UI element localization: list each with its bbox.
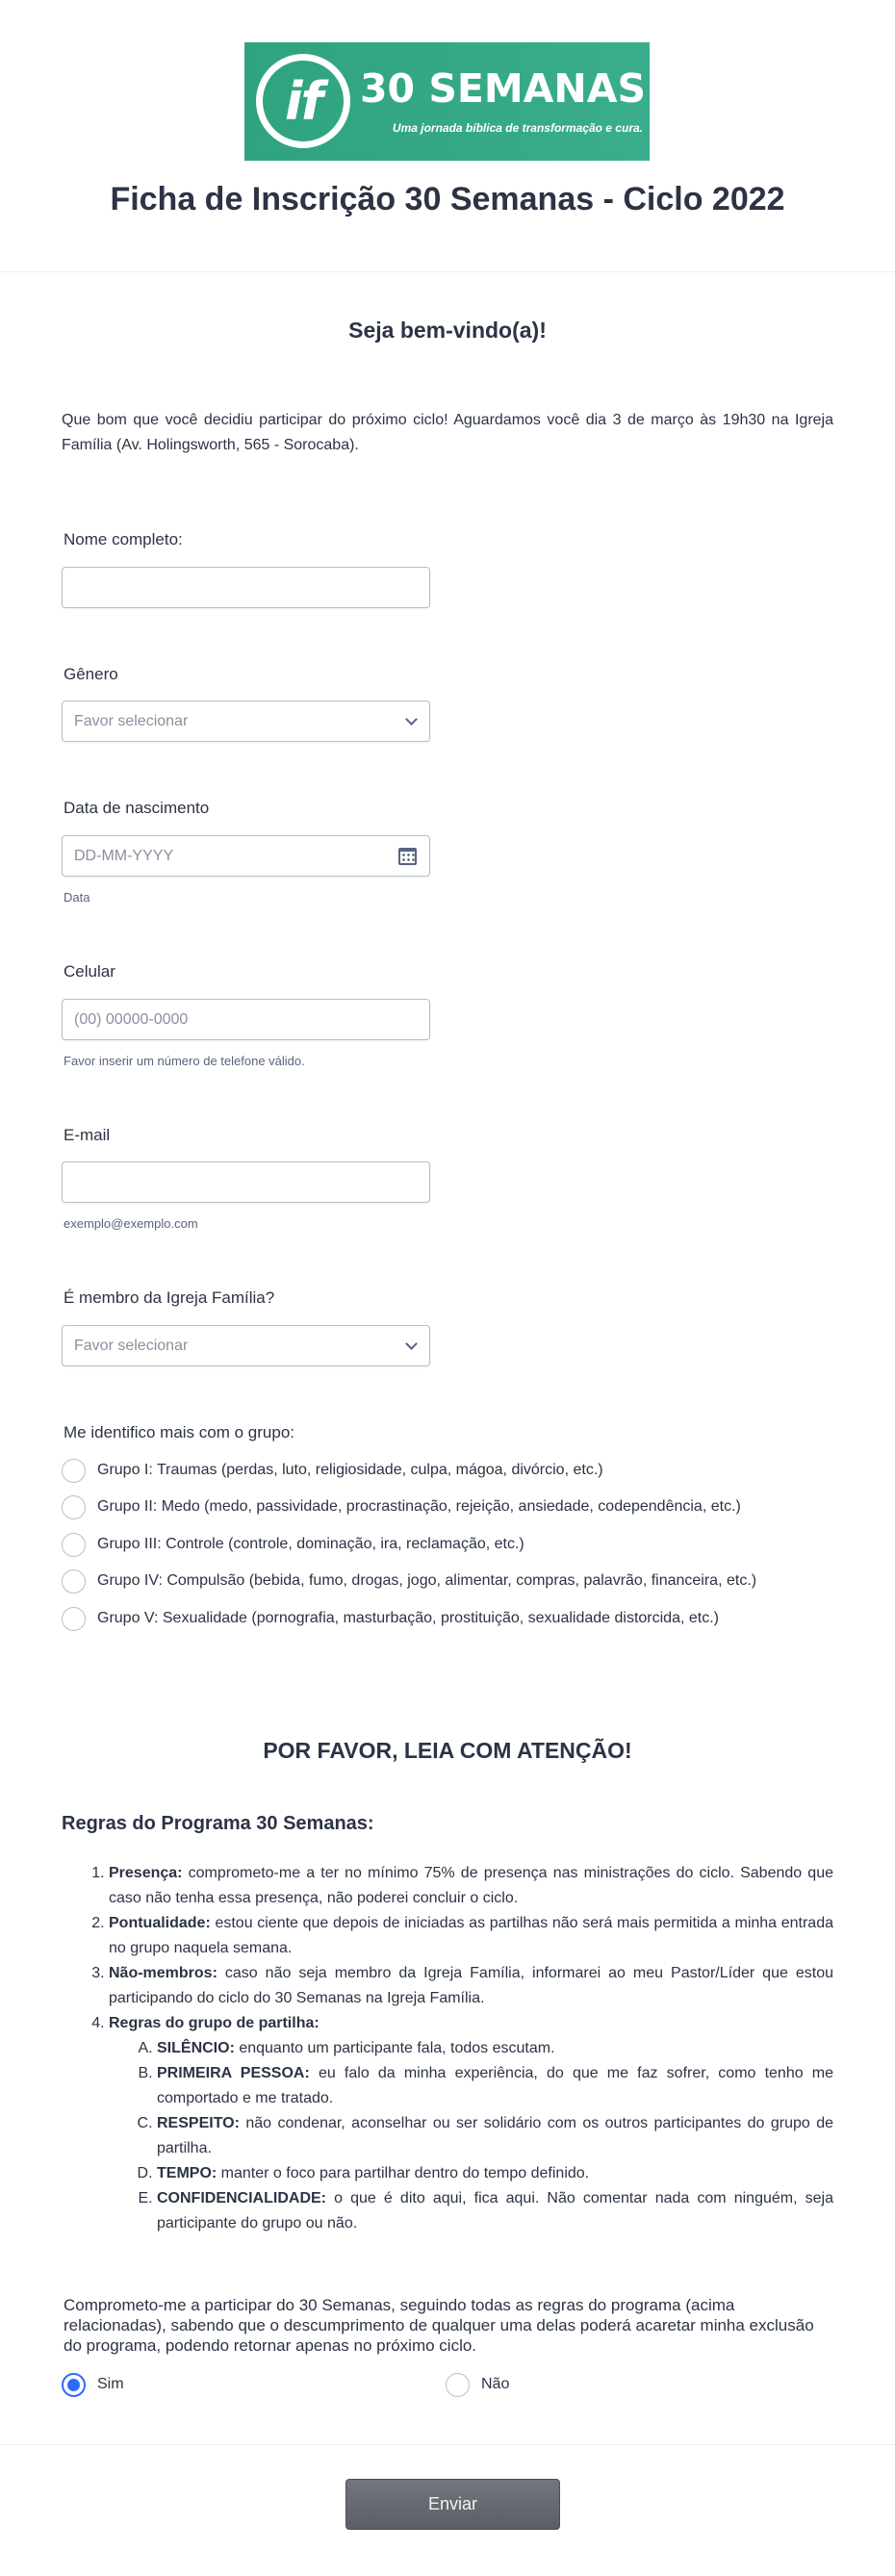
phone-label: Celular xyxy=(64,962,115,981)
radio-circle[interactable] xyxy=(62,1533,86,1557)
rule-item: 4. Regras do grupo de partilha: A. SILÊNCIO: enquanto um participante fala, todos escutam. B. PRIMEIRA PESSOA: eu falo da minha experiência, do que me faz sofrer, como tenho me comportado e me tratado. C. RESPEITO: não condenar, aconselhar ou ser solidário com os outros participantes do grupo de partilha. D. TEMPO: manter o foco para partilhar dentro do tempo definido. E. CONFIDENCIALIDADE: o que é dito aqui, fica aqui. Não comentar nada com ninguém, seja participante do grupo ou não. xyxy=(109,2011,833,2236)
commitment-yes[interactable] xyxy=(62,2372,124,2397)
phone-input[interactable] xyxy=(62,999,430,1040)
group-option-2[interactable] xyxy=(62,1494,741,1519)
birthdate-sublabel: Data xyxy=(64,890,90,905)
no-label: Não xyxy=(481,2376,510,2392)
gender-label: Gênero xyxy=(64,665,118,683)
name-label: Nome completo: xyxy=(64,530,183,548)
group-option-label: Grupo II: Medo (medo, passividade, procrastinação, rejeição, ansiedade, codependência, etc.) xyxy=(97,1498,741,1515)
commitment-text: Comprometo-me a participar do 30 Semanas, seguindo todas as regras do programa (acima relacionadas), sabendo que o descumprimento de qualquer uma delas poderá acaretar minha exclusão do programa, podendo retornar apenas no próximo ciclo. xyxy=(64,2296,814,2355)
rule-item: 2. Pontualidade: estou ciente que depois de iniciadas as partilhas não será mais permitida a minha entrada no grupo naquela semana. xyxy=(109,1911,833,1961)
email-input[interactable] xyxy=(62,1161,430,1203)
radio-circle[interactable] xyxy=(62,1607,86,1631)
birthdate-placeholder: DD-MM-YYYY xyxy=(74,848,174,864)
subrule-item: E. CONFIDENCIALIDADE: o que é dito aqui, fica aqui. Não comentar nada com ninguém, seja participante do grupo ou não. xyxy=(157,2186,833,2236)
form-title: Ficha de Inscrição 30 Semanas - Ciclo 2022 xyxy=(110,181,785,217)
phone-placeholder: (00) 00000-0000 xyxy=(74,1011,189,1028)
radio-circle-checked[interactable] xyxy=(62,2373,86,2397)
group-option-label: Grupo V: Sexualidade (pornografia, masturbação, prostituição, sexualidade distorcida, etc.) xyxy=(97,1610,719,1626)
group-option-5[interactable] xyxy=(62,1606,719,1631)
subrule-item: A. SILÊNCIO: enquanto um participante fala, todos escutam. xyxy=(157,2036,833,2061)
subrule-item: D. TEMPO: manter o foco para partilhar dentro do tempo definido. xyxy=(157,2161,833,2186)
member-label: É membro da Igreja Família? xyxy=(64,1288,275,1307)
group-option-3[interactable] xyxy=(62,1532,524,1557)
rule-item: 3. Não-membros: caso não seja membro da Igreja Família, informarei ao meu Pastor/Líder que estou participando do ciclo do 30 Semanas na Igreja Família. xyxy=(109,1961,833,2011)
gender-placeholder: Favor selecionar xyxy=(74,713,189,729)
gender-select[interactable] xyxy=(62,701,430,742)
radio-circle[interactable] xyxy=(62,1495,86,1519)
logo-title: 30 SEMANAS xyxy=(360,65,646,112)
chevron-down-icon xyxy=(405,1338,418,1350)
name-input[interactable] xyxy=(62,567,430,608)
email-sublabel: exemplo@exemplo.com xyxy=(64,1216,198,1231)
welcome-text: Que bom que você decidiu participar do próximo ciclo! Aguardamos você dia 3 de março às 19h30 na Igreja Família (Av. Holingsworth, 565 - Sorocaba). xyxy=(62,412,833,453)
member-placeholder: Favor selecionar xyxy=(74,1338,189,1354)
yes-label: Sim xyxy=(97,2376,124,2392)
radio-circle[interactable] xyxy=(62,1459,86,1483)
group-label: Me identifico mais com o grupo: xyxy=(64,1423,294,1441)
birthdate-input[interactable] xyxy=(62,835,430,877)
welcome-heading: Seja bem-vindo(a)! xyxy=(348,318,547,343)
logo xyxy=(244,42,650,161)
radio-circle[interactable] xyxy=(446,2373,470,2397)
radio-circle[interactable] xyxy=(62,1569,86,1594)
group-option-label: Grupo IV: Compulsão (bebida, fumo, drogas, jogo, alimentar, compras, palavrão, financeira, etc.) xyxy=(97,1572,757,1589)
logo-mark-text: if xyxy=(284,70,321,132)
group-option-1[interactable] xyxy=(62,1458,603,1483)
subrule-item: C. RESPEITO: não condenar, aconselhar ou ser solidário com os outros participantes do grupo de partilha. xyxy=(157,2111,833,2161)
calendar-icon[interactable] xyxy=(398,848,417,865)
member-select[interactable] xyxy=(62,1325,430,1366)
form-footer xyxy=(0,2444,895,2576)
group-option-label: Grupo III: Controle (controle, dominação, ira, reclamação, etc.) xyxy=(97,1536,524,1552)
logo-mark xyxy=(256,54,350,148)
logo-subtitle: Uma jornada bíblica de transformação e cura. xyxy=(392,121,643,135)
attention-heading: POR FAVOR, LEIA COM ATENÇÃO! xyxy=(263,1738,632,1763)
subrule-item: B. PRIMEIRA PESSOA: eu falo da minha experiência, do que me faz sofrer, como tenho me comportado e me tratado. xyxy=(157,2061,833,2111)
email-label: E-mail xyxy=(64,1126,111,1144)
submit-button[interactable]: Enviar xyxy=(345,2479,560,2530)
form-header xyxy=(0,0,895,272)
chevron-down-icon xyxy=(405,713,418,726)
group-option-label: Grupo I: Traumas (perdas, luto, religiosidade, culpa, mágoa, divórcio, etc.) xyxy=(97,1462,603,1478)
phone-sublabel: Favor inserir um número de telefone válido. xyxy=(64,1054,305,1068)
rules-heading: Regras do Programa 30 Semanas: xyxy=(62,1813,374,1834)
birthdate-label: Data de nascimento xyxy=(64,799,210,817)
rule-item: 1. Presença: comprometo-me a ter no mínimo 75% de presença nas ministrações do ciclo. Sabendo que caso não tenha essa presença, não poderei concluir o ciclo. xyxy=(109,1861,833,1911)
commitment-no[interactable] xyxy=(446,2372,509,2397)
group-option-4[interactable] xyxy=(62,1569,756,1594)
rules-list xyxy=(62,1861,833,2236)
